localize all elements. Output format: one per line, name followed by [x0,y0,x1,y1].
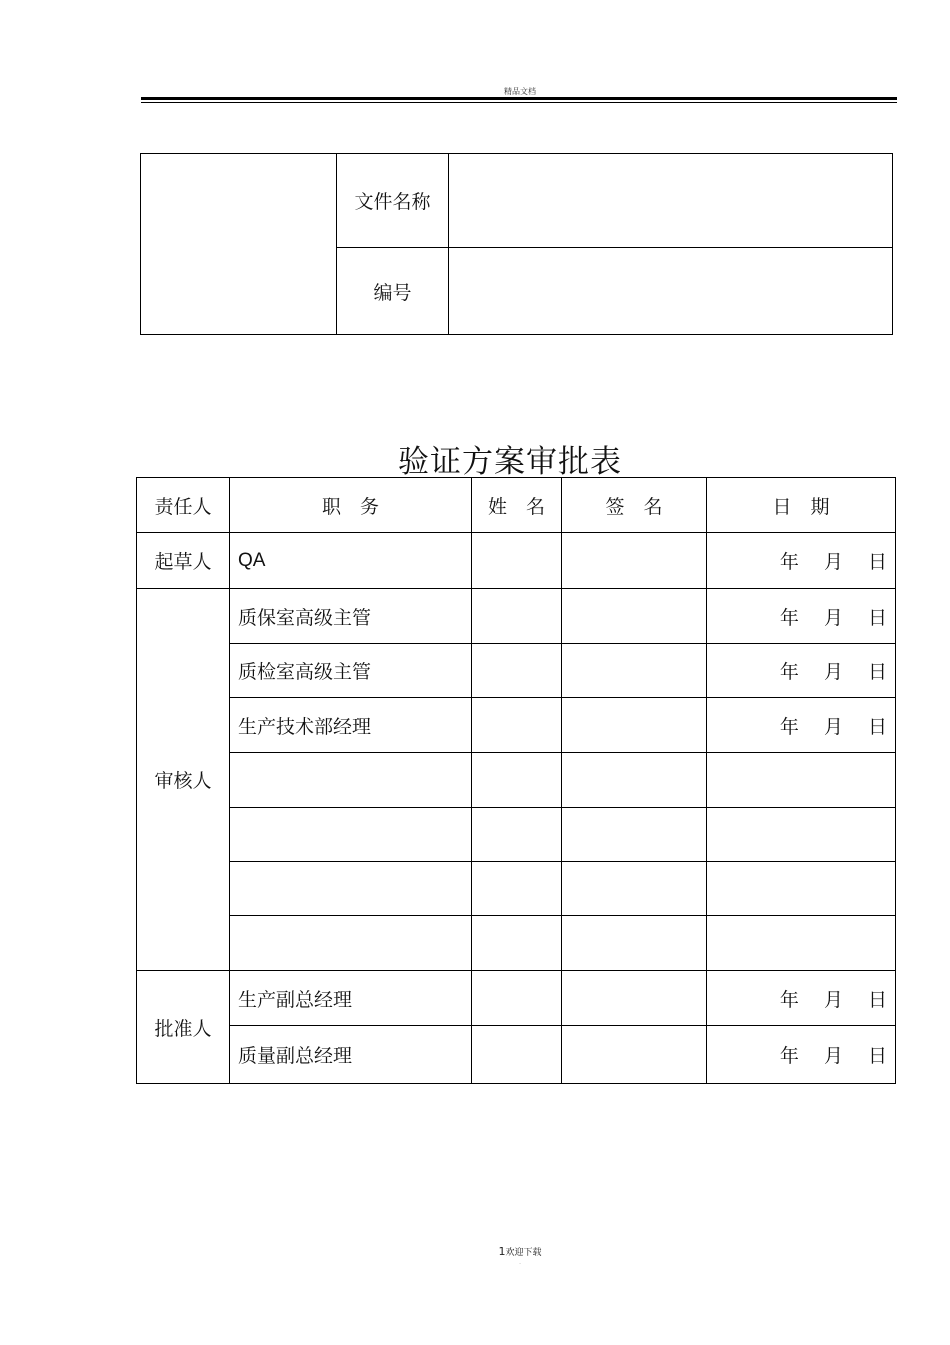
position-cell: 生产技术部经理 [230,698,472,753]
date-cell[interactable]: 年 月 日 [707,644,896,698]
document-info-table [140,153,893,335]
footer-text: 欢迎下载 [505,1248,542,1258]
position-cell: QA [230,533,472,589]
date-cell[interactable] [707,862,896,916]
name-cell[interactable] [472,1026,562,1084]
name-cell[interactable] [472,533,562,589]
position-cell: 生产副总经理 [230,971,472,1026]
signature-cell[interactable] [562,1026,707,1084]
position-cell: 质检室高级主管 [230,644,472,698]
table-row [137,1026,896,1084]
approval-table [136,477,896,1084]
signature-cell[interactable] [562,644,707,698]
date-cell[interactable] [707,808,896,862]
date-cell[interactable]: 年 月 日 [707,971,896,1026]
table-header-row [137,478,896,533]
header-signature: 签 名 [562,478,707,533]
document-number-value[interactable] [449,248,893,335]
position-cell[interactable] [230,916,472,971]
signature-cell[interactable] [562,753,707,808]
position-cell[interactable] [230,753,472,808]
document-name-value[interactable] [449,154,893,248]
signature-cell[interactable] [562,533,707,589]
table-row [137,862,896,916]
header-responsible: 责任人 [137,478,230,533]
date-cell[interactable] [707,753,896,808]
header-date: 日 期 [707,478,896,533]
name-cell[interactable] [472,916,562,971]
table-row [137,971,896,1026]
date-cell[interactable]: 年 月 日 [707,1026,896,1084]
signature-cell[interactable] [562,916,707,971]
page-title: 验证方案审批表 [398,444,622,480]
footer-mark: . [519,1260,521,1266]
table-row [137,644,896,698]
logo-cell [141,154,337,335]
name-cell[interactable] [472,808,562,862]
header-label: 精品文档 [504,87,536,96]
role-approver: 批准人 [137,971,230,1084]
name-cell[interactable] [472,698,562,753]
role-reviewer: 审核人 [137,589,230,971]
date-cell[interactable]: 年 月 日 [707,589,896,644]
table-row [137,589,896,644]
signature-cell[interactable] [562,862,707,916]
position-cell[interactable] [230,808,472,862]
name-cell[interactable] [472,753,562,808]
table-row [137,533,896,589]
table-row [137,808,896,862]
date-cell[interactable]: 年 月 日 [707,698,896,753]
date-cell[interactable]: 年 月 日 [707,533,896,589]
name-cell[interactable] [472,971,562,1026]
signature-cell[interactable] [562,589,707,644]
name-cell[interactable] [472,589,562,644]
page-number: 1 [498,1245,506,1258]
signature-cell[interactable] [562,698,707,753]
name-cell[interactable] [472,862,562,916]
table-row [137,916,896,971]
signature-cell[interactable] [562,971,707,1026]
name-cell[interactable] [472,644,562,698]
header-rule [141,97,897,100]
role-drafter: 起草人 [137,533,230,589]
document-number-label: 编号 [337,248,449,335]
header-name: 姓 名 [472,478,562,533]
signature-cell[interactable] [562,808,707,862]
page-footer [0,1245,950,1258]
header-position: 职 务 [230,478,472,533]
table-row [137,698,896,753]
position-cell: 质保室高级主管 [230,589,472,644]
position-cell: 质量副总经理 [230,1026,472,1084]
position-cell[interactable] [230,862,472,916]
header-rule-thin [141,102,897,103]
table-row [137,753,896,808]
document-name-label: 文件名称 [337,154,449,248]
date-cell[interactable] [707,916,896,971]
